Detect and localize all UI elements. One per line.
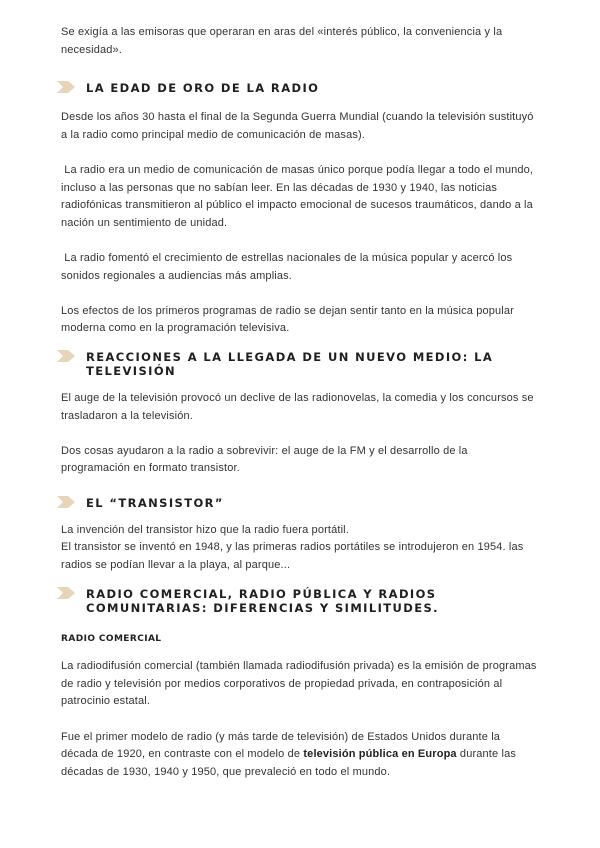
paragraph-text: durante las décadas de 1930, 1940 y 1950, que prevaleció en todo el mundo.: [61, 748, 517, 778]
paragraph-text: Fue el primer modelo de radio (y más tarde de televisión) de Estados Unidos durante la década de 1920, en contraste con el modelo de: [61, 730, 501, 761]
arrow-chevron-icon: [57, 81, 75, 93]
section-title-line: REACCIONES A LA LLEGADA DE UN NUEVO MEDIO: LA: [86, 349, 494, 364]
paragraph: [61, 522, 539, 575]
paragraph: La radio fomentó el crecimiento de estrellas nacionales de la música popular y acercó los sonidos regionales a audiencias más amplias.: [61, 251, 516, 282]
arrow-chevron-icon: [57, 587, 75, 599]
section-title: LA EDAD DE ORO DE LA RADIO: [86, 81, 320, 96]
paragraph: La radio era un medio de comunicación de masas único porque podía llegar a todo el mundo, incluso a las personas que no sabían leer. En las décadas de 1930 y 1940, las noticias radiofónicas transmitieron al público el impacto emocional de sucesos traumáticos, dando a la nación un sentimiento de unidad.: [61, 163, 537, 229]
paragraph: [61, 729, 539, 782]
arrow-chevron-icon: [57, 350, 75, 362]
subheading-commercial-radio: RADIO COMERCIAL: [61, 633, 162, 644]
paragraph-line: La invención del transistor hizo que la radio fuera portátil.: [61, 523, 349, 536]
bold-emphasis: televisión pública en Europa: [303, 748, 457, 761]
arrow-chevron-icon: [57, 496, 75, 508]
document-content: [61, 24, 539, 781]
section-title: [86, 587, 439, 615]
section-title-line: TELEVISIÓN: [86, 363, 177, 378]
section-title: EL “TRANSISTOR”: [86, 495, 224, 510]
paragraph-line: El transistor se inventó en 1948, y las primeras radios portátiles se introdujeron en 1954. las radios se podían llevar a la playa, al parque...: [61, 541, 524, 572]
paragraph: El auge de la televisión provocó un declive de las radionovelas, la comedia y los concursos se trasladaron a la televisión.: [61, 391, 534, 422]
paragraph: Los efectos de los primeros programas de radio se dejan sentir tanto en la música popular moderna como en la programación televisiva.: [61, 304, 514, 335]
section-heading-golden-age: [61, 81, 539, 95]
section-title-line: RADIO COMERCIAL, RADIO PÚBLICA Y RADIOS: [86, 586, 437, 601]
section-title-line: COMUNITARIAS: DIFERENCIAS Y SIMILITUDES.: [86, 600, 439, 615]
section-heading-radio-types: [61, 587, 539, 615]
paragraph: La radiodifusión comercial (también llamada radiodifusión privada) es la emisión de programas de radio y televisión por medios corporativos de propiedad privada, en contraposición al patrocinio estatal.: [61, 660, 537, 708]
section-title: [86, 350, 493, 378]
paragraph: Desde los años 30 hasta el final de la Segunda Guerra Mundial (cuando la televisión sustituyó a la radio como principal medio de comunicación de masas).: [61, 111, 534, 141]
section-heading-transistor: [61, 496, 539, 510]
paragraph: Dos cosas ayudaron a la radio a sobrevivir: el auge de la FM y el desarrollo de la programación en formato transistor.: [61, 444, 468, 475]
intro-paragraph: Se exigía a las emisoras que operaran en aras del «interés público, la conveniencia y la necesidad».: [61, 26, 503, 56]
section-heading-tv-reactions: [61, 350, 539, 378]
